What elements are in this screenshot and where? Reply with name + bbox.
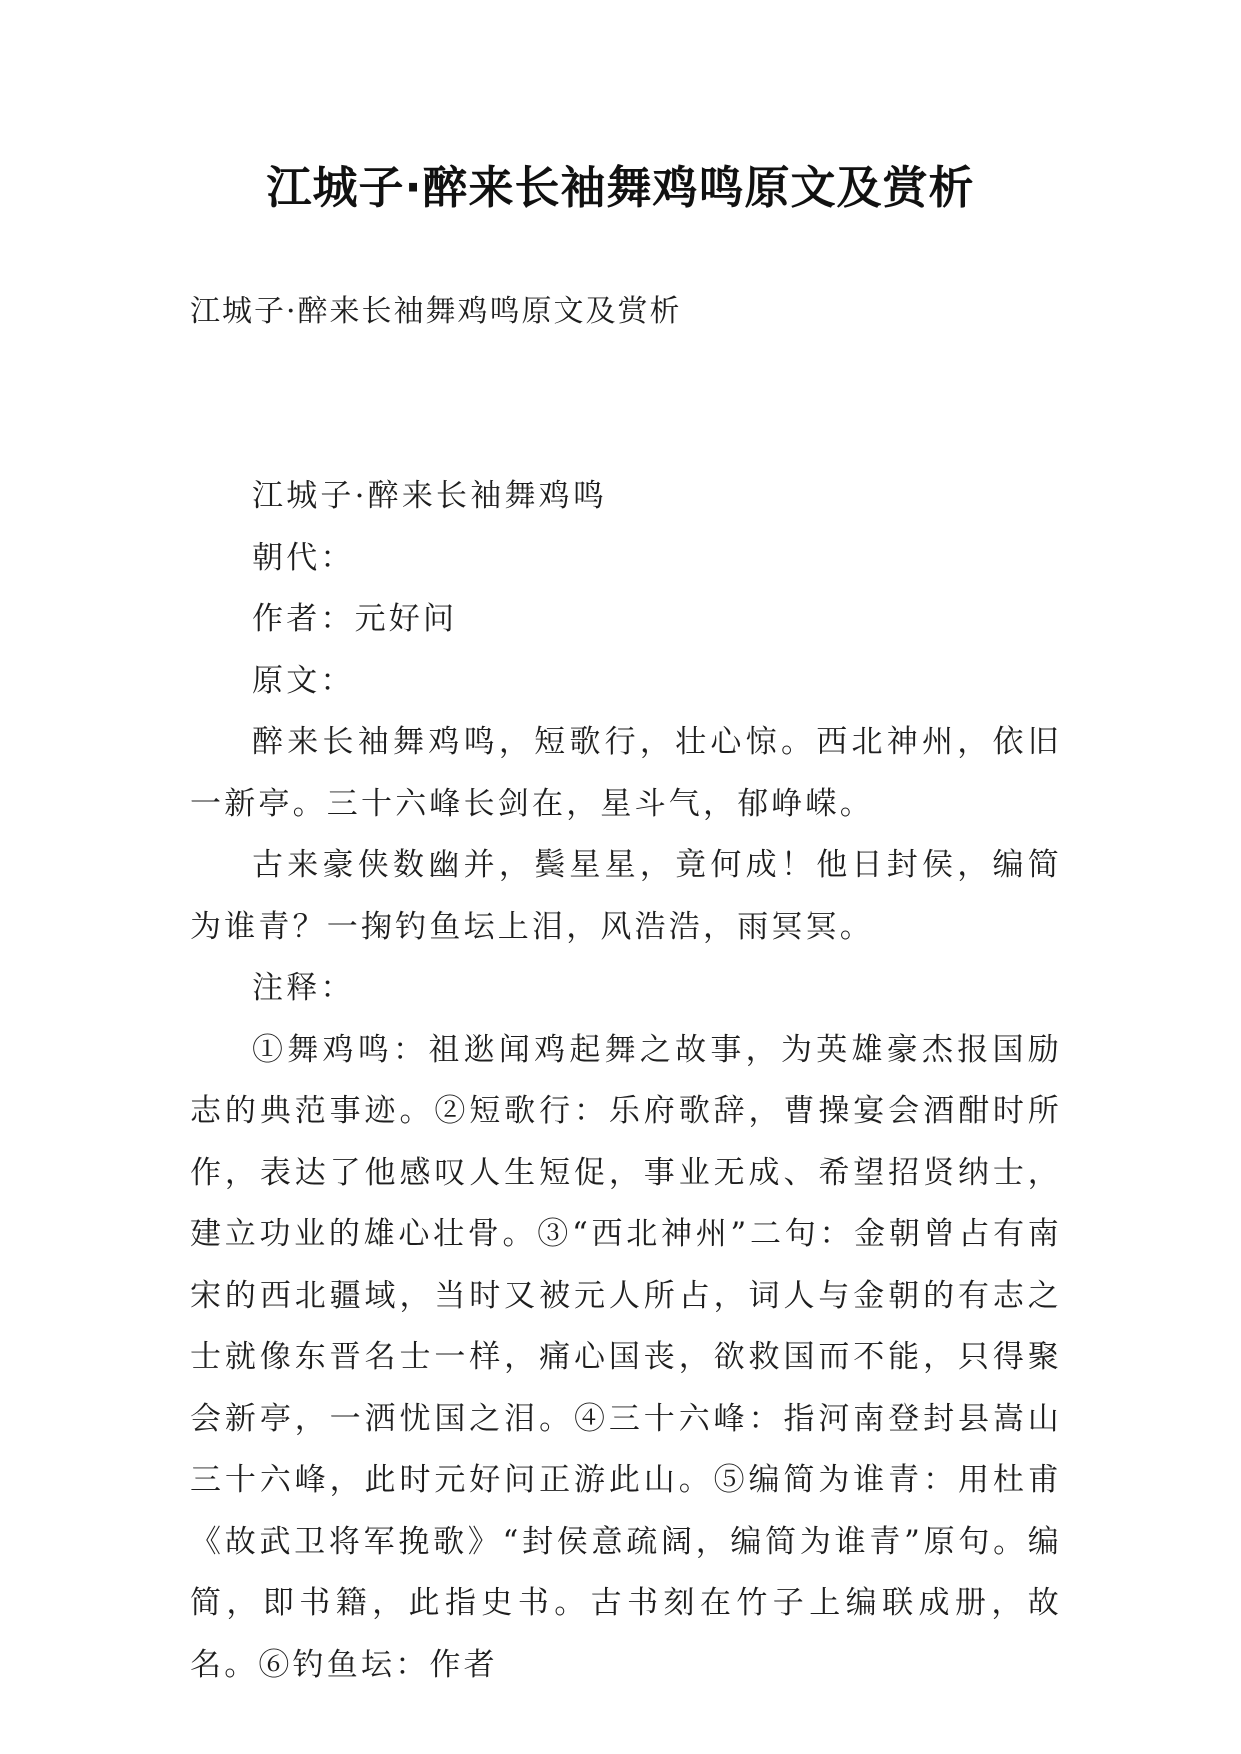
poem-heading: 江城子·醉来长袖舞鸡鸣	[252, 478, 608, 514]
original-text-label: 原文：	[252, 662, 355, 699]
author-line: 作者：元好问	[252, 601, 458, 637]
annotations-label: 注释：	[252, 970, 355, 1006]
poem-stanza-2: 古来豪侠数幽并，鬓星星，竟何成！他日封侯，编简为谁青？一掬钓鱼坛上泪，风浩浩，雨冥冥。	[190, 847, 1062, 945]
dynasty-line: 朝代：	[252, 539, 355, 576]
document-body	[190, 466, 1062, 1696]
poem-stanza-1: 醉来长袖舞鸡鸣，短歌行，壮心惊。西北神州，依旧一新亭。三十六峰长剑在，星斗气，郁峥嵘。	[190, 724, 1062, 822]
document-title: 江城子·醉来长袖舞鸡鸣原文及赏析	[266, 161, 975, 214]
document-subtitle: 江城子·醉来长袖舞鸡鸣原文及赏析	[190, 294, 682, 329]
annotations-text: ①舞鸡鸣：祖逖闻鸡起舞之故事，为英雄豪杰报国励志的典范事迹。②短歌行：乐府歌辞，曹操宴会酒酣时所作，表达了他感叹人生短促，事业无成、希望招贤纳士，建立功业的雄心壮骨。③“西北神州”二句：金朝曾占有南宋的西北疆域，当时又被元人所占，词人与金朝的有志之士就像东晋名士一样，痛心国丧，欲救国而不能，只得聚会新亭，一洒忧国之泪。④三十六峰：指河南登封县嵩山三十六峰，此时元好问正游此山。⑤编简为谁青：用杜甫《故武卫将军挽歌》“封侯意疏阔，编简为谁青”原句。编简，即书籍，此指史书。古书刻在竹子上编联成册，故名。⑥钓鱼坛：作者	[190, 1031, 1062, 1683]
